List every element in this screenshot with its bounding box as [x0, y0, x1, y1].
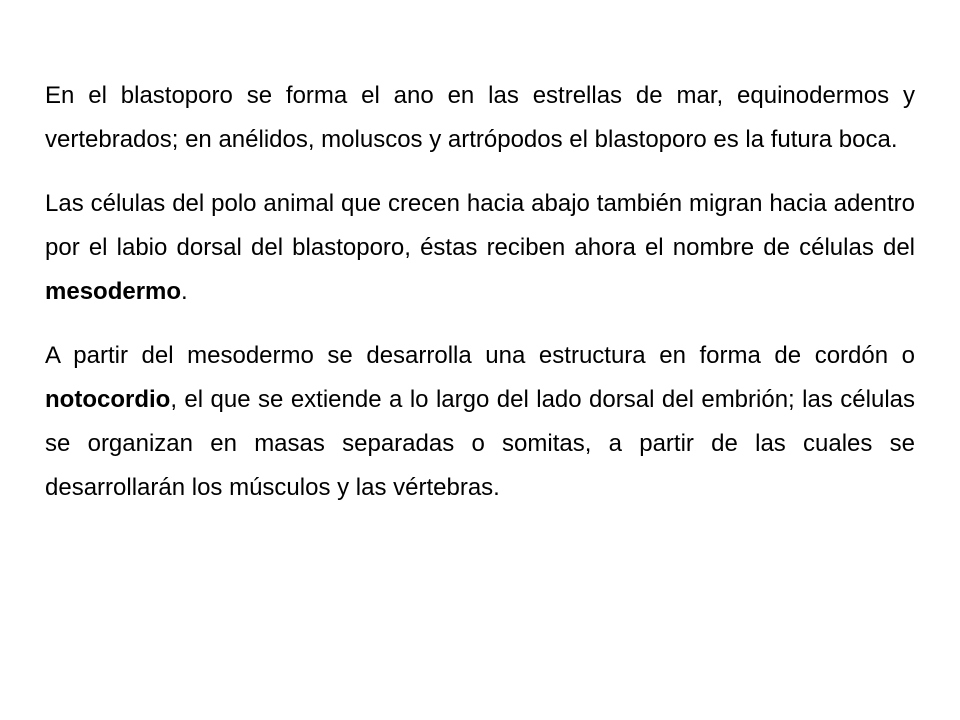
term-mesodermo: mesodermo — [45, 278, 182, 305]
paragraph-mesodermo-end: . — [181, 278, 188, 305]
text-block — [45, 74, 915, 510]
paragraph-mesodermo — [45, 182, 915, 314]
paragraph-notocordio — [45, 334, 915, 510]
paragraph-blastoporo-text: En el blastoporo se forma el ano en las estrellas de mar, equinodermos y vertebrados; en anélidos, moluscos y artrópodos el blastoporo es la futura boca. — [45, 82, 915, 153]
paragraph-notocordio-end: , el que se extiende a lo largo del lado dorsal del embrión; las células se organizan en masas separadas o somitas, a partir de las cuales se desarrollarán los músculos y las vértebras. — [45, 386, 915, 501]
paragraph-notocordio-text: A partir del mesodermo se desarrolla una estructura en forma de cordón o — [45, 342, 915, 369]
paragraph-blastoporo — [45, 74, 915, 162]
term-notocordio: notocordio — [45, 386, 171, 413]
paragraph-mesodermo-text: Las células del polo animal que crecen hacia abajo también migran hacia adentro por el labio dorsal del blastoporo, éstas reciben ahora el nombre de células del — [45, 190, 915, 261]
